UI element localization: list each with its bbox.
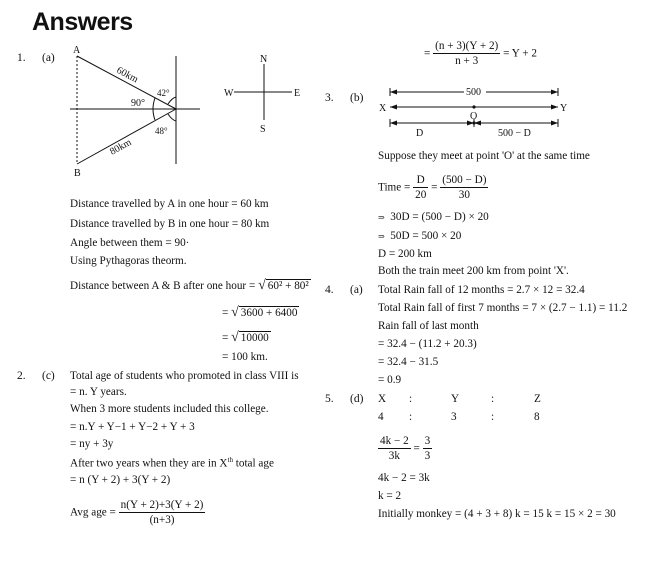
q3-time: [378, 174, 488, 201]
q1-label-48: 48°: [155, 126, 168, 136]
q4-number: 4.: [325, 284, 334, 296]
q2-option: (c): [42, 370, 55, 382]
q4-line1: Total Rain fall of 12 months = 2.7 × 12 = 32.4: [378, 284, 585, 296]
q4-line6: = 0.9: [378, 374, 402, 386]
q1-line7: [222, 330, 271, 346]
q5-fraction-eq: [378, 435, 432, 462]
q2-avg-fraction: [119, 499, 206, 526]
q2-line4: = n.Y + Y−1 + Y−2 + Y + 3: [70, 421, 195, 433]
sqrt-icon: √: [231, 305, 239, 320]
q1-number: 1.: [17, 52, 26, 64]
q2-line1: Total age of students who promoted in class VIII is: [70, 370, 299, 382]
q5-f1-den: 3k: [388, 450, 400, 462]
q3-line4: D = 200 km: [378, 248, 432, 260]
q3-option: (b): [350, 92, 364, 104]
q1-line6: [222, 305, 299, 321]
q1-line2: Distance travelled by B in one hour = 80 km: [70, 218, 270, 230]
q1-line8: = 100 km.: [222, 351, 268, 363]
q3-line3: [378, 230, 461, 242]
q1-option: (a): [42, 52, 55, 64]
q1-line4: Using Pythagoras theorm.: [70, 255, 187, 267]
q2-line3: When 3 more students included this college.: [70, 403, 269, 415]
q5-line3: Initially monkey = (4 + 3 + 8) k = 15 k = 15 × 2 = 30: [378, 508, 616, 520]
sqrt-icon: √: [258, 278, 266, 293]
q5-fraction-1: [378, 435, 411, 462]
compass-n: N: [260, 54, 268, 65]
q2-cont-result: = Y + 2: [503, 47, 537, 60]
q5-line1: 4k − 2 = 3k: [378, 472, 430, 484]
q2-cont-numerator: (n + 3)(Y + 2): [435, 40, 499, 52]
q5-value-z: 8: [534, 411, 540, 423]
q5-ratio-y: Y: [451, 393, 460, 405]
page-title: Answers: [32, 8, 133, 36]
q5-value-colon2: :: [491, 411, 495, 423]
q1-line7-radicand: 10000: [240, 332, 269, 344]
q2-line2: = n. Y years.: [70, 386, 127, 398]
q3-line2: [378, 211, 489, 223]
q2-avg-numerator: n(Y + 2)+3(Y + 2): [120, 499, 204, 511]
q1-line5-text: Distance between A & B after one hour =: [70, 280, 256, 292]
q5-option: (d): [350, 393, 364, 405]
q5-value-colon1: :: [409, 411, 413, 423]
q3-line5: Both the train meet 200 km from point 'X'.: [378, 265, 569, 277]
q3-label-500-d: 500 − D: [498, 128, 531, 139]
sqrt-icon: √: [231, 330, 239, 345]
q1-label-a: A: [73, 45, 81, 56]
q1-line6-radicand: 3600 + 6400: [240, 307, 298, 319]
q1-label-90: 90°: [131, 98, 145, 109]
compass-diagram: [222, 50, 307, 135]
q1-line-a: [77, 56, 176, 109]
q3-f-eq: =: [431, 181, 438, 194]
q2-avg: [70, 499, 205, 526]
q1-label-60km: 60km: [114, 64, 140, 86]
q5-ratio-colon1: :: [409, 393, 413, 405]
q5-value-y: 3: [451, 411, 457, 423]
q2-number: 2.: [17, 370, 26, 382]
q3-label-x: X: [379, 103, 387, 114]
q3-label-500: 500: [466, 87, 481, 98]
q5-f2-den: 3: [424, 450, 431, 462]
q2-line6: [70, 456, 274, 470]
q2-avg-label: Avg age =: [70, 506, 116, 519]
q2-line7: = n (Y + 2) + 3(Y + 2): [70, 474, 171, 486]
q3-line3-text: 50D = 500 × 20: [390, 230, 462, 242]
q3-line1: Suppose they meet at point 'O' at the same time: [378, 150, 590, 162]
q3-label-y: Y: [560, 103, 568, 114]
q5-f-eq: =: [413, 442, 420, 455]
implies-icon: ⇒: [378, 232, 385, 241]
q2-cont-denominator: n + 3: [455, 55, 479, 67]
q1-line5-radicand: 60² + 80²: [267, 280, 309, 292]
q1-line1: Distance travelled by A in one hour = 60 km: [70, 198, 269, 210]
q4-option: (a): [350, 284, 363, 296]
q2-cont-eq: =: [424, 47, 431, 60]
q2-avg-denominator: (n+3): [149, 514, 175, 526]
q5-fraction-2: [423, 435, 433, 462]
q4-line5: = 32.4 − 31.5: [378, 356, 439, 368]
q1-line5: [70, 278, 311, 294]
q2-cont-fraction: [433, 40, 500, 67]
q4-line3: Rain fall of last month: [378, 320, 479, 332]
q2-line6-post: total age: [232, 457, 274, 470]
q1-triangle-diagram: [60, 42, 210, 182]
q1-line7-eq: =: [222, 332, 229, 344]
q5-f2-num: 3: [424, 435, 431, 447]
q5-line2: k = 2: [378, 490, 402, 502]
q3-f1-num: D: [413, 174, 428, 188]
implies-icon: ⇒: [378, 213, 385, 222]
q5-number: 5.: [325, 393, 334, 405]
q5-ratio-x: X: [378, 393, 387, 405]
q2-line6-pre: After two years when they are in X: [70, 457, 228, 470]
q1-line3: Angle between them = 90·: [70, 237, 190, 249]
q3-time-label: Time =: [378, 181, 411, 194]
q3-line2-text: 30D = (500 − D) × 20: [390, 211, 489, 223]
q4-line2: Total Rain fall of first 7 months = 7 × (2.7 − 1.1) = 11.2: [378, 302, 628, 314]
compass-s: S: [260, 124, 266, 135]
q5-f1-num: 4k − 2: [380, 435, 409, 447]
q5-value-x: 4: [378, 411, 384, 423]
q1-arc-42: [168, 97, 176, 104]
q3-f2-den: 30: [458, 189, 470, 201]
q5-ratio-colon2: :: [491, 393, 495, 405]
q3-fraction-2: [440, 174, 488, 201]
q2-line6-sup: th: [227, 456, 233, 464]
q4-line4: = 32.4 − (11.2 + 20.3): [378, 338, 477, 350]
q1-label-b: B: [74, 168, 81, 179]
q1-label-80km: 80km: [108, 136, 134, 158]
q1-arc-48: [168, 114, 176, 121]
q3-fraction-1: [413, 174, 428, 201]
q5-ratio-z: Z: [534, 393, 541, 405]
q3-f1-den: 20: [415, 189, 427, 201]
compass-e: E: [294, 88, 301, 99]
q1-line6-eq: =: [222, 307, 229, 319]
q2-continuation: [424, 40, 537, 67]
q1-line-b: [77, 109, 176, 164]
q3-number: 3.: [325, 92, 334, 104]
compass-w: W: [224, 88, 234, 99]
q2-line5: = ny + 3y: [70, 438, 114, 450]
q3-label-o: O: [470, 111, 478, 122]
q3-distance-diagram: [378, 82, 578, 142]
q3-f2-num: (500 − D): [442, 174, 487, 186]
q3-label-d: D: [416, 128, 424, 139]
q1-label-42: 42°: [157, 88, 170, 98]
